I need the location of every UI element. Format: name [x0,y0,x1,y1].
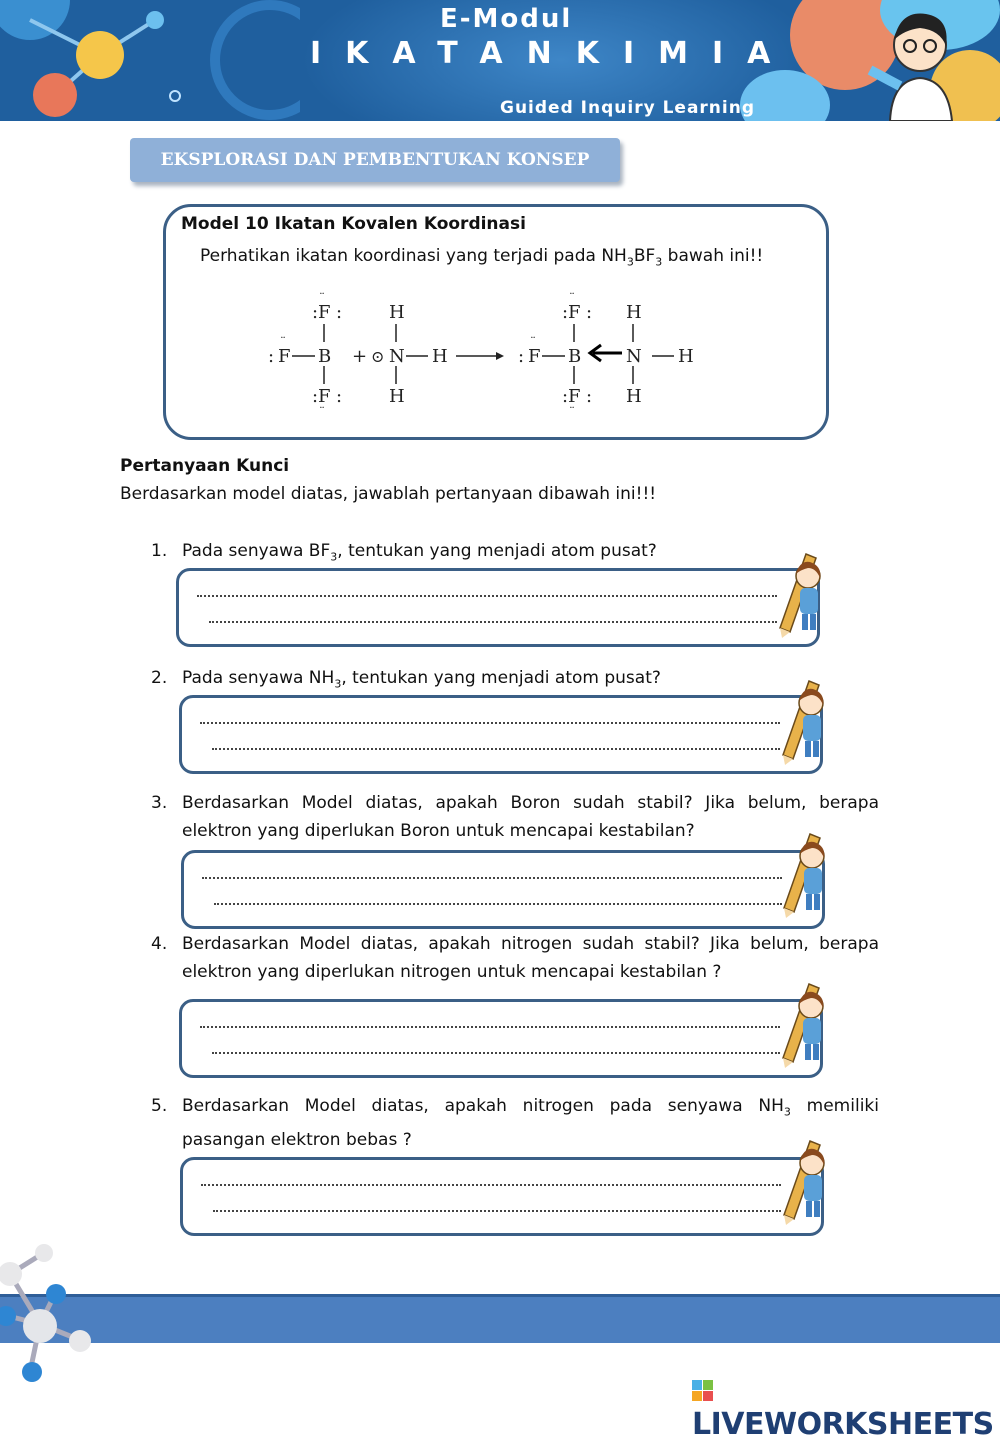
question-5: 5. Berdasarkan Model diatas, apakah nitrogen pada senyawa $NH_3$ memiliki pasangan elektron bebas ? [151,1096,879,1151]
answer-box-3[interactable] [181,850,825,929]
lone-pair-mark: : [518,346,525,367]
banner-title: IKATANKIMIA [310,36,795,71]
header-banner [0,0,1000,121]
lone-pair-mark: ¨ [319,291,325,305]
lone-pair-mark: ¨ [569,291,575,305]
atom-b: B [568,346,582,367]
lone-pair-mark: : [586,386,593,407]
footer-bar [0,1294,1000,1343]
lone-pair-mark: : [562,302,569,323]
liveworksheets-icon [692,1378,714,1404]
lone-pair-mark: : [336,302,343,323]
molecule-decoration-icon [0,0,300,121]
atom-h: H [432,346,448,367]
kid-pencil-icon [780,1135,828,1225]
coordinate-bond-diagram [260,290,710,420]
lone-pair-mark: : [562,386,569,407]
atom-h: H [678,346,694,367]
answer-box-5[interactable] [180,1157,824,1236]
atom-f: F [278,346,291,367]
section-label: EKSPLORASI DAN PEMBENTUKAN KONSEP [130,138,620,182]
model-instruction: Perhatikan ikatan koordinasi yang terjadi pada $NH_3BF_3$ bawah ini!! [200,246,764,269]
lone-pair-mark: : [312,386,319,407]
plus-sign: + [352,346,368,367]
liveworksheets-logo [692,1372,1000,1442]
reaction-arrow-icon [496,352,504,360]
molecule-model-icon [0,1244,110,1414]
liveworksheets-text: LIVEWORKSHEETS [692,1407,994,1442]
lone-pair-mark: ¨ [530,335,536,349]
atom-h: H [626,302,642,323]
lone-pair-mark: : [586,302,593,323]
atom-n: N [389,346,405,367]
atom-f: F [568,302,581,323]
question-3: 3. Berdasarkan Model diatas, apakah Boron sudah stabil? Jika belum, berapa elektron yang diperlukan Boron untuk mencapai kestabilan? [151,793,879,841]
kid-pencil-icon [776,548,824,638]
atom-b: B [318,346,332,367]
kid-pencil-icon [779,978,827,1068]
answer-box-2[interactable] [179,695,823,774]
question-2: 2. Pada senyawa $NH_3$, tentukan yang menjadi atom pusat? [151,668,661,691]
atom-h: H [626,386,642,407]
lone-pair-mark: : [336,386,343,407]
answer-box-1[interactable] [176,568,820,647]
atom-h: H [389,386,405,407]
banner-tagline: Guided Inquiry Learning [500,98,755,118]
question-4: 4. Berdasarkan Model diatas, apakah nitrogen sudah stabil? Jika belum, berapa elektron yang diperlukan nitrogen untuk mencapai kestabilan ? [151,934,879,982]
lone-pair-mark: ¨ [319,405,325,419]
atom-h: H [389,302,405,323]
scientist-illustration-icon [860,0,980,121]
lone-pair-mark: : [268,346,275,367]
lone-pair-mark: ⊙ [371,347,385,366]
atom-f: F [528,346,541,367]
key-questions-title: Pertanyaan Kunci [120,456,290,476]
question-1: 1. Pada senyawa $BF_3$, tentukan yang menjadi atom pusat? [151,541,657,564]
lone-pair-mark: : [312,302,319,323]
lone-pair-mark: ¨ [280,335,286,349]
answer-box-4[interactable] [179,999,823,1078]
atom-f: F [318,386,331,407]
lone-pair-mark: ¨ [569,405,575,419]
atom-f: F [318,302,331,323]
atom-f: F [568,386,581,407]
banner-subtitle: E-Modul [440,4,573,34]
atom-n: N [626,346,642,367]
kid-pencil-icon [779,675,827,765]
kid-pencil-icon [780,828,828,918]
key-questions-instruction: Berdasarkan model diatas, jawablah pertanyaan dibawah ini!!! [120,484,657,504]
model-title: Model 10 Ikatan Kovalen Koordinasi [181,214,526,234]
